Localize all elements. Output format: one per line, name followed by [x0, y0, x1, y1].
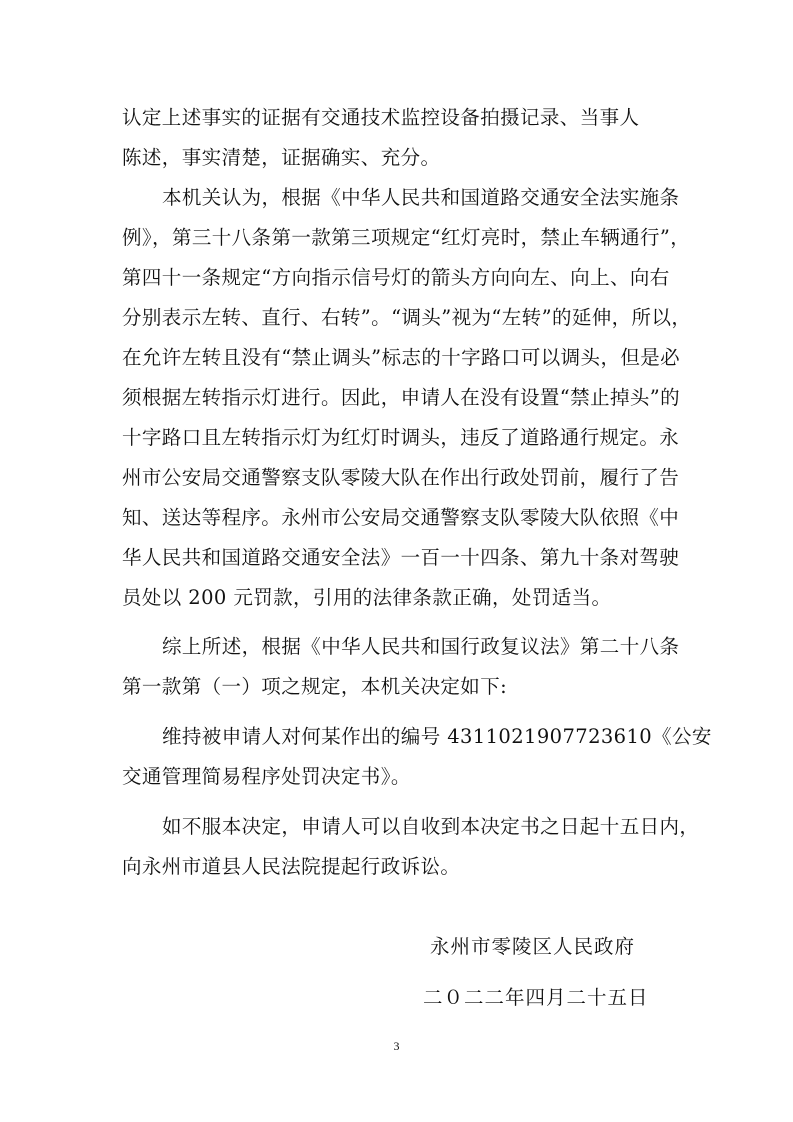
paragraph-first-line: 本机关认为，根据《中华人民共和国道路交通安全法实施条 — [162, 186, 680, 209]
body-text-line: 知、送达等程序。永州市公安局交通警察支队零陵大队依照《中 — [122, 506, 680, 529]
body-text-line: 向永州市道县人民法院提起行政诉讼。 — [122, 855, 461, 878]
paragraph-first-line: 维持被申请人对何某作出的编号 4311021907723610《公安 — [162, 725, 712, 748]
body-text-line: 第一款第（一）项之规定，本机关决定如下: — [122, 675, 508, 698]
body-text-line: 交通管理简易程序处罚决定书》。 — [122, 765, 411, 788]
body-text-line: 认定上述事实的证据有交通技术监控设备拍摄记录、当事人 — [122, 106, 640, 129]
body-text-line: 员处以 200 元罚款，引用的法律条款正确，处罚适当。 — [122, 586, 612, 609]
body-text-line: 陈述，事实清楚，证据确实、充分。 — [122, 146, 441, 169]
body-text-line: 分别表示左转、直行、右转”。“调头”视为“左转”的延伸，所以， — [122, 306, 692, 329]
signature-date: 二０二二年四月二十五日 — [423, 986, 649, 1009]
signature-organization: 永州市零陵区人民政府 — [430, 935, 636, 958]
page-number: 3 — [393, 1039, 400, 1053]
body-text-line: 十字路口且左转指示灯为红灯时调头，违反了道路通行规定。永 — [122, 426, 680, 449]
paragraph-first-line: 综上所述，根据《中华人民共和国行政复议法》第二十八条 — [162, 635, 680, 658]
body-text-line: 华人民共和国道路交通安全法》一百一十四条、第九十条对驾驶 — [122, 546, 680, 569]
body-text-line: 第四十一条规定“方向指示信号灯的箭头方向向左、向上、向右 — [122, 266, 670, 289]
paragraph-first-line: 如不服本决定，申请人可以自收到本决定书之日起十五日内， — [162, 815, 700, 838]
body-text-line: 须根据左转指示灯进行。因此，申请人在没有设置“禁止掉头”的 — [122, 386, 681, 409]
body-text-line: 在允许左转且没有“禁止调头”标志的十字路口可以调头，但是必 — [122, 346, 681, 369]
body-text-line: 例》，第三十八条第一款第三项规定“红灯亮时，禁止车辆通行”， — [122, 226, 691, 249]
body-text-line: 州市公安局交通警察支队零陵大队在作出行政处罚前，履行了告 — [122, 466, 680, 489]
